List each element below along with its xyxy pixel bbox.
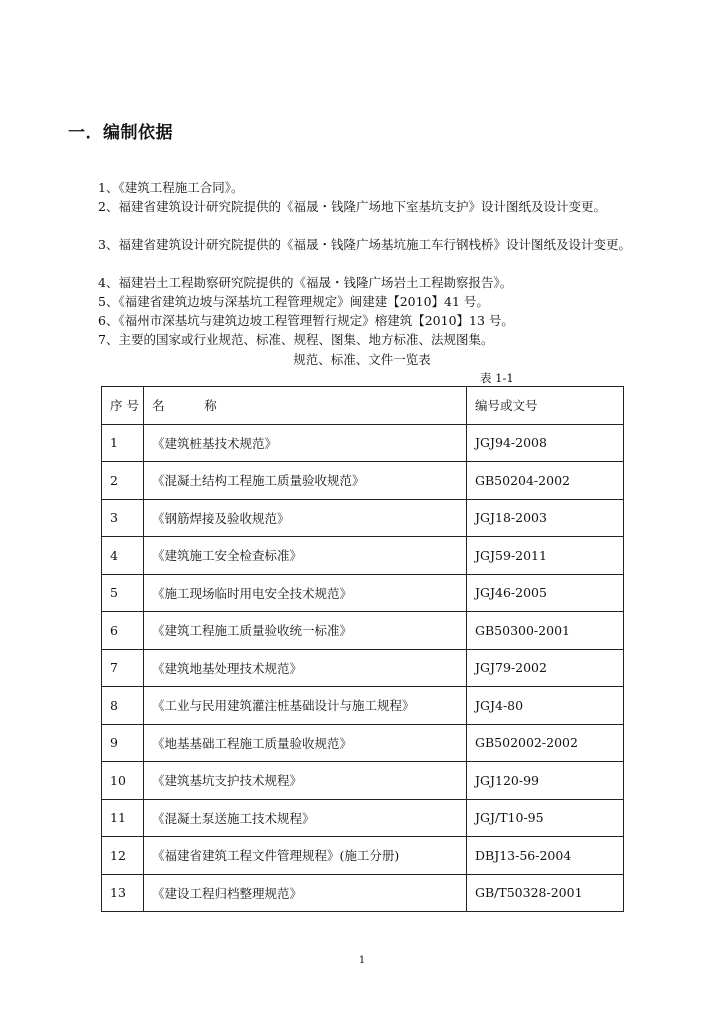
row-name: 《建设工程归档整理规范》 [144, 874, 467, 912]
header-name: 名 称 [144, 387, 467, 425]
row-no: 10 [102, 762, 144, 800]
table-row [102, 799, 624, 837]
page-number: 1 [358, 955, 366, 966]
row-name: 《福建省建筑工程文件管理规程》(施工分册) [144, 837, 467, 875]
table-title: 规范、标准、文件一览表 [293, 352, 431, 367]
row-no: 11 [102, 799, 144, 837]
row-no: 4 [102, 537, 144, 575]
table-row [102, 612, 624, 650]
row-code: JGJ120-99 [467, 762, 624, 800]
row-code: JGJ4-80 [467, 687, 624, 725]
row-code: JGJ18-2003 [467, 499, 624, 537]
row-no: 12 [102, 837, 144, 875]
row-name: 《地基基础工程施工质量验收规范》 [144, 724, 467, 762]
basis-item-7: 7、主要的国家或行业规范、标准、规程、图集、地方标准、法规图集。 [98, 332, 494, 347]
basis-item-3: 3、福建省建筑设计研究院提供的《福晟・钱隆广场基坑施工车行钢栈桥》设计图纸及设计变更。 [98, 237, 631, 252]
header-code: 编号或文号 [467, 387, 624, 425]
basis-item-2: 2、福建省建筑设计研究院提供的《福晟・钱隆广场地下室基坑支护》设计图纸及设计变更。 [98, 199, 606, 214]
table-header-row [102, 387, 624, 425]
row-no: 13 [102, 874, 144, 912]
table-row [102, 762, 624, 800]
row-code: JGJ94-2008 [467, 424, 624, 462]
row-code: JGJ59-2011 [467, 537, 624, 575]
row-no: 9 [102, 724, 144, 762]
basis-item-6: 6、《福州市深基坑与建筑边坡工程管理暂行规定》榕建筑【2010】13 号。 [98, 313, 514, 328]
table-row [102, 649, 624, 687]
specs-table [101, 386, 624, 912]
table-row [102, 837, 624, 875]
section-heading: 一．编制依据 [68, 123, 173, 143]
table-row [102, 424, 624, 462]
row-no: 2 [102, 462, 144, 500]
row-no: 8 [102, 687, 144, 725]
row-no: 7 [102, 649, 144, 687]
table-row [102, 574, 624, 612]
header-no: 序 号 [102, 387, 144, 425]
row-code: JGJ46-2005 [467, 574, 624, 612]
table-number: 表 1-1 [480, 371, 514, 385]
row-name: 《建筑地基处理技术规范》 [144, 649, 467, 687]
row-no: 1 [102, 424, 144, 462]
row-code: JGJ79-2002 [467, 649, 624, 687]
table-row [102, 874, 624, 912]
row-code: DBJ13-56-2004 [467, 837, 624, 875]
row-name: 《建筑桩基技术规范》 [144, 424, 467, 462]
row-name: 《建筑工程施工质量验收统一标准》 [144, 612, 467, 650]
table-row [102, 687, 624, 725]
basis-item-4: 4、福建岩土工程勘察研究院提供的《福晟・钱隆广场岩土工程勘察报告》。 [98, 275, 513, 290]
row-name: 《混凝土泵送施工技术规程》 [144, 799, 467, 837]
table-row [102, 537, 624, 575]
row-code: GB50300-2001 [467, 612, 624, 650]
row-name: 《建筑施工安全检查标准》 [144, 537, 467, 575]
row-name: 《混凝土结构工程施工质量验收规范》 [144, 462, 467, 500]
row-name: 《工业与民用建筑灌注桩基础设计与施工规程》 [144, 687, 467, 725]
row-name: 《钢筋焊接及验收规范》 [144, 499, 467, 537]
table-row [102, 499, 624, 537]
row-no: 5 [102, 574, 144, 612]
row-code: GB50204-2002 [467, 462, 624, 500]
row-code: GB502002-2002 [467, 724, 624, 762]
basis-item-1: 1、《建筑工程施工合同》。 [98, 180, 244, 195]
table-row [102, 724, 624, 762]
table-row [102, 462, 624, 500]
row-code: GB/T50328-2001 [467, 874, 624, 912]
row-name: 《施工现场临时用电安全技术规范》 [144, 574, 467, 612]
row-name: 《建筑基坑支护技术规程》 [144, 762, 467, 800]
basis-item-5: 5、《福建省建筑边坡与深基坑工程管理规定》闽建建【2010】41 号。 [98, 294, 489, 309]
row-no: 6 [102, 612, 144, 650]
row-code: JGJ/T10-95 [467, 799, 624, 837]
row-no: 3 [102, 499, 144, 537]
